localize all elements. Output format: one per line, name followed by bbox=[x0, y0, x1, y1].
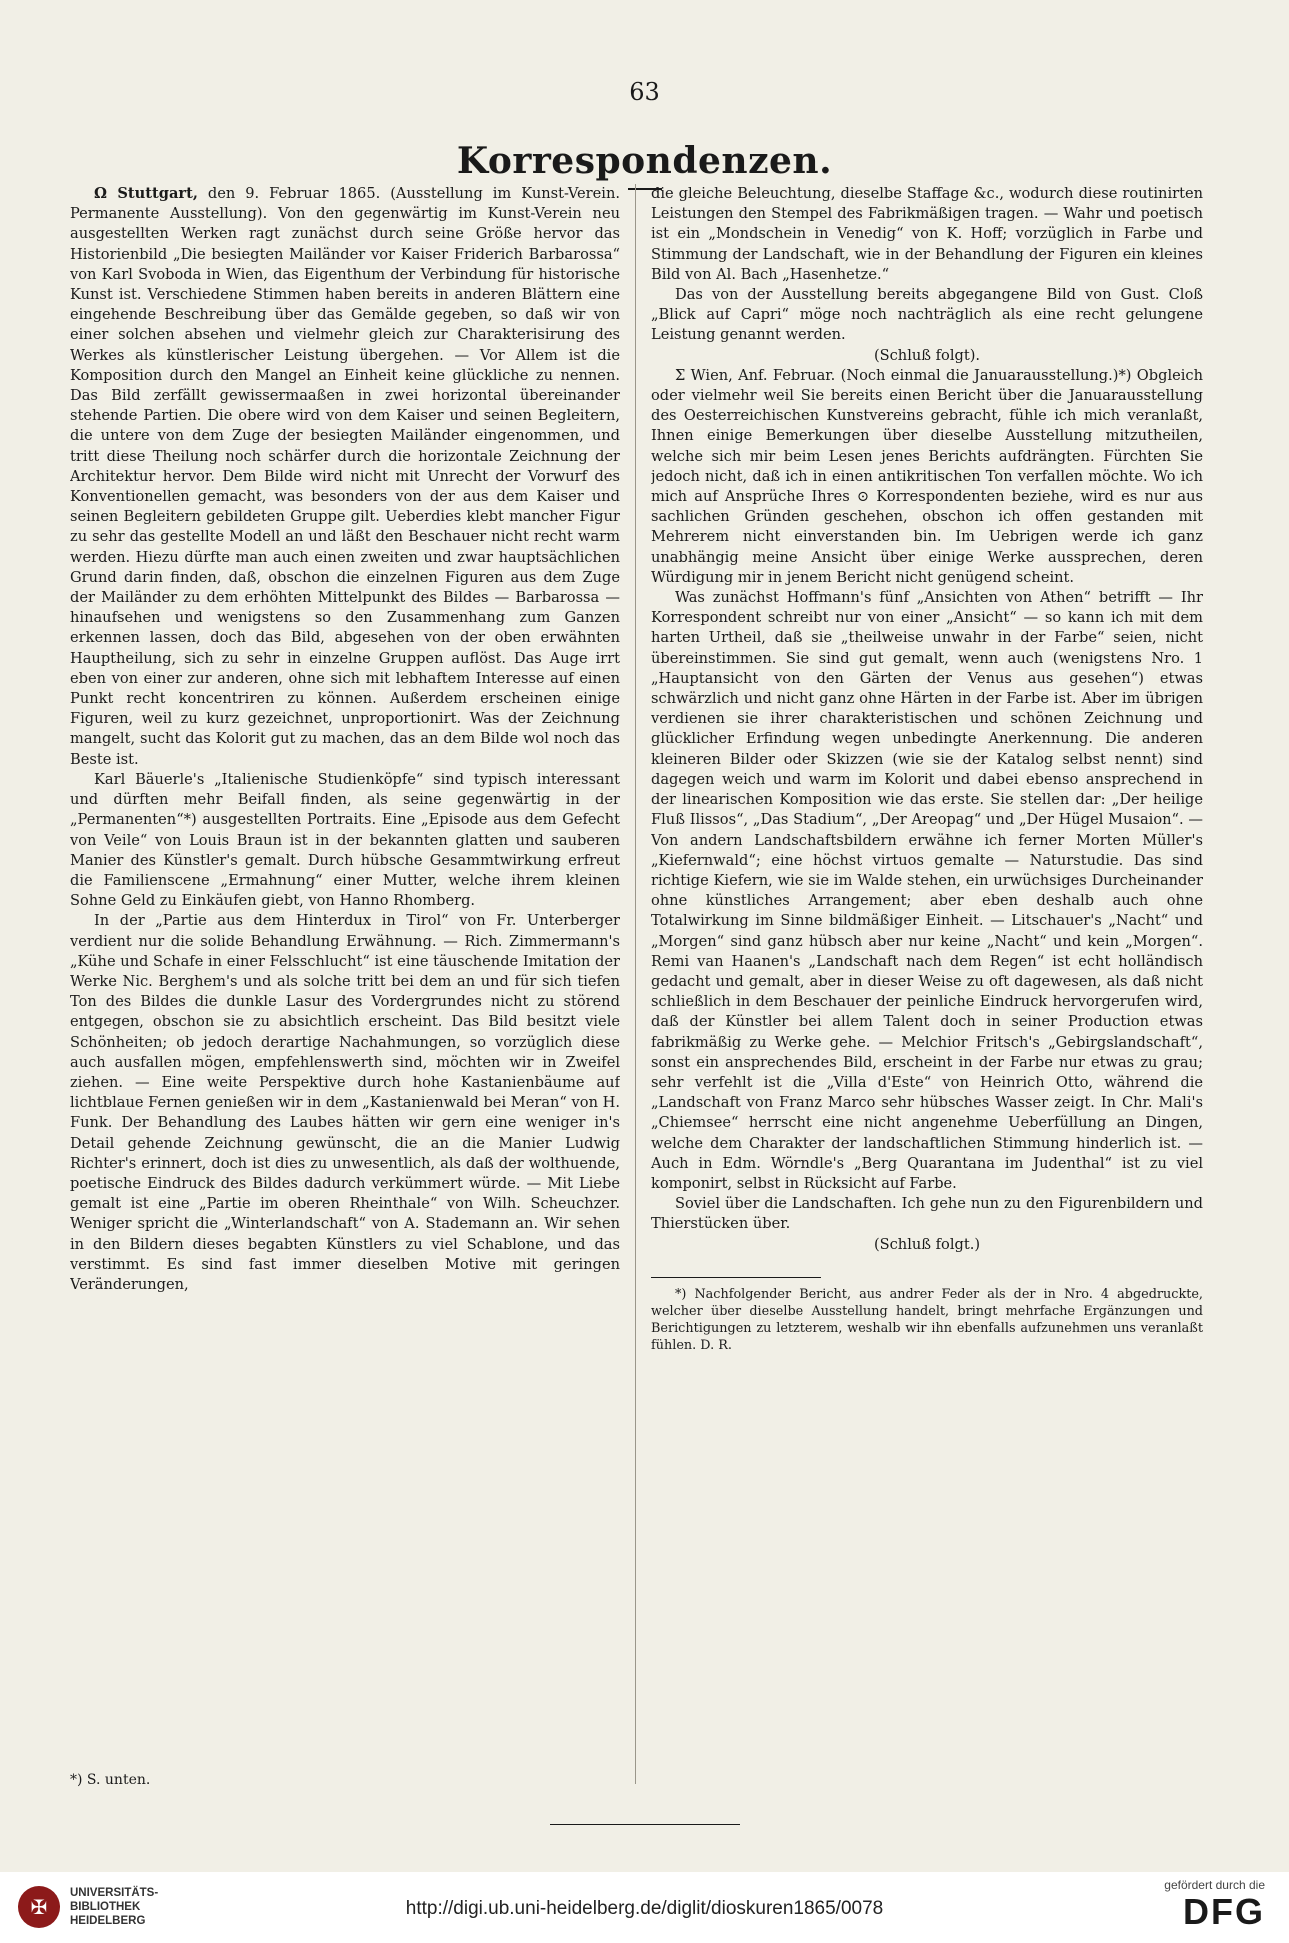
paragraph: Σ Wien, Anf. Februar. (Noch einmal die Januarausstellung.)*) Obgleich oder vielmehr weil Sie bereits einen Bericht über die Januarausstellung des Oesterreichischen Kunstvereins gebracht, fühle ich mich veranlaßt, Ihnen einige Bemerkungen über dieselbe Ausstellung mitzutheilen, welche sich mir beim Lesen jenes Berichts aufdrängten. Fürchten Sie jedoch nicht, daß ich in einen antikritischen Ton verfallen möchte. Wo ich mich auf Ansprüche Ihres ⊙ Korrespondenten beziehe, wird es nur aus sachlichen Gründen geschehen, obschon ich offen gestanden mit Mehrerem nicht einverstanden bin. Im Uebrigen werde ich ganz unabhängig meine Ansicht über einige Werke aussprechen, deren Würdigung mir in jenem Bericht nicht genügend scheint. bbox=[651, 366, 1203, 586]
page-number: 63 bbox=[629, 78, 660, 106]
paragraph: Karl Bäuerle's „Italienische Studienköpfe“ sind typisch interessant und dürften mehr Beifall finden, als seine gegenwärtig in der „Permanenten“*) ausgestellten Portraits. Eine „Episode aus dem Gefecht von Veile“ von Louis Braun ist in der bekannten glatten und sauberen Manier des Künstler's gemalt. Durch hübsche Gesammtwirkung erfreut die Familienscene „Ermahnung“ einer Mutter, welche ihrem kleinen Sohne Geld zu Einkäufen giebt, von Hanno Rhomberg. bbox=[70, 770, 620, 910]
continued-note: (Schluß folgt.) bbox=[873, 1235, 981, 1253]
paragraph: Was zunächst Hoffmann's fünf „Ansichten von Athen“ betrifft — Ihr Korrespondent schreibt nur von einer „Ansicht“ — so kann ich mit dem harten Urtheil, daß sie „theilweise unwahr in der Farbe“ seien, nicht übereinstimmen. Sie sind gut gemalt, wenn auch (wenigstens Nro. 1 „Hauptansicht von den Gärten der Venus aus gesehen“) etwas schwärzlich und nicht ganz ohne Härten in der Farbe ist. Aber im übrigen verdienen sie ihrer charakteristischen und schönen Zeichnung und glücklicher Erfindung wegen unbedingte Anerkennung. Die anderen kleineren Bilder oder Skizzen (wie sie der Katalog selbst nennt) sind dagegen weich und warm im Kolorit und dabei ebenso ansprechend in der linearischen Komposition wie das erste. Sie stellen dar: „Der heilige Fluß Ilissos“, „Das Stadium“, „Der Areopag“ und „Der Hügel Musaion“. — Von andern Landschaftsbildern erwähne ich ferner Morten Müller's „Kiefernwald“; eine höchst virtuos gemalte — Naturstudie. Das sind richtige Kiefern, wie sie im Walde stehen, ein urwüchsiges Durcheinander ohne künstliches Arrangement; aber eben deshalb auch ohne Totalwirkung im Sinne bildmäßiger Einheit. — Litschauer's „Nacht“ und „Morgen“ sind ganz hübsch aber nur keine „Nacht“ und kein „Morgen“. Remi van Haanen's „Landschaft nach dem Regen“ ist echt holländisch gedacht und gemalt, aber in dieser Weise zu oft dagewesen, als daß nicht schließlich in dem Beschauer der peinliche Eindruck hervorgerufen wird, daß der Künstler bei allem Talent doch in seiner Production etwas fabrikmäßig zu Werke gehe. — Melchior Fritsch's „Gebirgslandschaft“, sonst ein ansprechendes Bild, erscheint in der Farbe nur etwas zu grau; sehr verfehlt ist die „Villa d'Este“ von Heinrich Otto, während die „Landschaft von Franz Marco sehr hübsches Wasser zeigt. In Chr. Mali's „Chiemsee“ herrscht eine nicht angenehme Ueberfüllung an Dingen, welche dem Charakter der landschaftlichen Stimmung hinderlich ist. — Auch in Edm. Wörndle's „Berg Quarantana im Judenthal“ ist zu viel komponirt, selbst in Rücksicht auf Farbe. bbox=[651, 589, 1203, 1192]
footnote-rule bbox=[651, 1277, 821, 1278]
funder-logo[interactable] bbox=[1164, 1878, 1265, 1932]
paragraph: Soviel über die Landschaften. Ich gehe nun zu den Figurenbildern und Thierstücken über. bbox=[651, 1195, 1203, 1233]
page-end-rule bbox=[550, 1824, 740, 1825]
footnote: *) Nachfolgender Bericht, aus andrer Feder als der in Nro. 4 abgedruckte, welcher über dieselbe Ausstellung handelt, bringt mehrfache Ergänzungen und Berichtigungen zu letzterem, weshalb wir ihn ebenfalls aufzunehmen uns veranlaßt fühlen. D. R. bbox=[651, 1286, 1203, 1353]
left-column bbox=[70, 184, 620, 1764]
right-column bbox=[651, 184, 1203, 1784]
library-name: UNIVERSITÄTS- BIBLIOTHEK HEIDELBERG bbox=[70, 1887, 159, 1927]
dateline: Ω Stuttgart, bbox=[94, 185, 198, 202]
funded-by-label: gefördert durch die bbox=[1164, 1878, 1265, 1892]
paragraph: die gleiche Beleuchtung, dieselbe Staffage &c., wodurch diese routinirten Leistungen den Stempel des Fabrikmäßigen tragen. — Wahr und poetisch ist ein „Mondschein in Venedig“ von K. Hoff; vorzüglich in Farbe und Stimmung der Landschaft, wie in der Behandlung der Figuren ein kleines Bild von Al. Bach „Hasenhetze.“ bbox=[651, 185, 1203, 283]
paragraph bbox=[70, 184, 620, 770]
footer-bar bbox=[0, 1872, 1289, 1943]
dfg-logo: DFG bbox=[1183, 1891, 1265, 1932]
university-seal-icon: ✠ bbox=[18, 1886, 60, 1928]
paragraph: Das von der Ausstellung bereits abgegangene Bild von Gust. Cloß „Blick auf Capri“ möge noch nachträglich als eine recht gelungene Leistung genannt werden. bbox=[651, 286, 1203, 344]
paragraph-text: den 9. Februar 1865. (Ausstellung im Kunst-Verein. Permanente Ausstellung). Von den gegenwärtig im Kunst-Verein neu ausgestellten Werken ragt zunächst durch seine Größe hervor das Historienbild „Die besiegten Mailänder vor Kaiser Friderich Barbarossa“ von Karl Svoboda in Wien, das Eigenthum der Verbindung für historische Kunst ist. Verschiedene Stimmen haben bereits in anderen Blättern eine eingehende Beschreibung über das Gemälde gegeben, so daß wir von einer solchen absehen und vielmehr gleich zur Charakterisirung des Werkes als künstlerischer Leistung übergehen. — Vor Allem ist die Komposition durch den Mangel an Einheit keine glückliche zu nennen. Das Bild zerfällt gewissermaaßen in zwei horizontal übereinander stehende Partien. Die obere wird von dem Kaiser und seinen Begleitern, die untere von dem Zuge der besiegten Mailänder eingenommen, und tritt diese Theilung noch schärfer durch die horizontale Zeichnung der Architektur hervor. Dem Bilde wird nicht mit Unrecht der Vorwurf des Konventionellen gemacht, was besonders von der aus dem Kaiser und seinen Begleitern gebildeten Gruppe gilt. Ueberdies klebt mancher Figur zu sehr das gestellte Modell an und läßt den Beschauer nicht recht warm werden. Hiezu dürfte man auch einen zweiten und zwar hauptsächlichen Grund darin finden, daß, obschon die einzelnen Figuren aus dem Zuge der Mailänder zu dem erhöhten Mittelpunkt des Bildes — Barbarossa — hinaufsehen und wenigstens so den Zusammenhang zum Ganzen erkennen lassen, doch das Bild, abgesehen von der oben erwähnten Hauptheilung, sich zu sehr in einzelne Gruppen auflöst. Das Auge irrt eben von einer zur anderen, ohne sich mit lebhaftem Interesse auf einen Punkt recht koncentriren zu können. Außerdem erscheinen einige Figuren, weil zu kurz gezeichnet, unproportionirt. Was der Zeichnung mangelt, sucht das Kolorit gut zu machen, das an dem Bilde wol noch das Beste ist. bbox=[70, 185, 620, 768]
footnote: *) S. unten. bbox=[70, 1772, 151, 1788]
continued-note: (Schluß folgt). bbox=[873, 346, 981, 364]
section-title: Korrespondenzen. bbox=[456, 140, 833, 182]
paragraph: In der „Partie aus dem Hinterdux in Tirol“ von Fr. Unterberger verdient nur die solide Behandlung Erwähnung. — Rich. Zimmermann's „Kühe und Schafe in einer Felsschlucht“ ist eine täuschende Imitation der Werke Nic. Berghem's und als solche tritt bei dem an und für sich tiefen Ton des Bildes die dunkle Lasur des Vordergrundes nicht zu störend entgegen, obschon sie zu absichtlich erscheint. Das Bild besitzt viele Schönheiten; ob jedoch derartige Nachahmungen, so vorzüglich diese auch ausfallen mögen, empfehlenswerth sind, möchten wir in Zweifel ziehen. — Eine weite Perspektive durch hohe Kastanienbäume auf lichtblaue Fernen genießen wir in dem „Kastanienwald bei Meran“ von H. Funk. Der Behandlung des Laubes hätten wir gern eine weniger in's Detail gehende Zeichnung gewünscht, die an die Manier Ludwig Richter's erinnert, doch ist dies zu unwesentlich, als daß der wolthuende, poetische Eindruck des Bildes dadurch verkümmert würde. — Mit Liebe gemalt ist eine „Partie im oberen Rheinthale“ von Wilh. Scheuchzer. Weniger spricht die „Winterlandschaft“ von A. Stademann an. Wir sehen in den Bildern dieses begabten Künstlers zu viel Schablone, und das verstimmt. Es sind fast immer dieselben Motive mit geringen Veränderungen, bbox=[70, 912, 620, 1293]
permalink-url[interactable]: http://digi.ub.uni-heidelberg.de/diglit/dioskuren1865/0078 bbox=[405, 1898, 884, 1919]
column-divider bbox=[635, 184, 636, 1784]
